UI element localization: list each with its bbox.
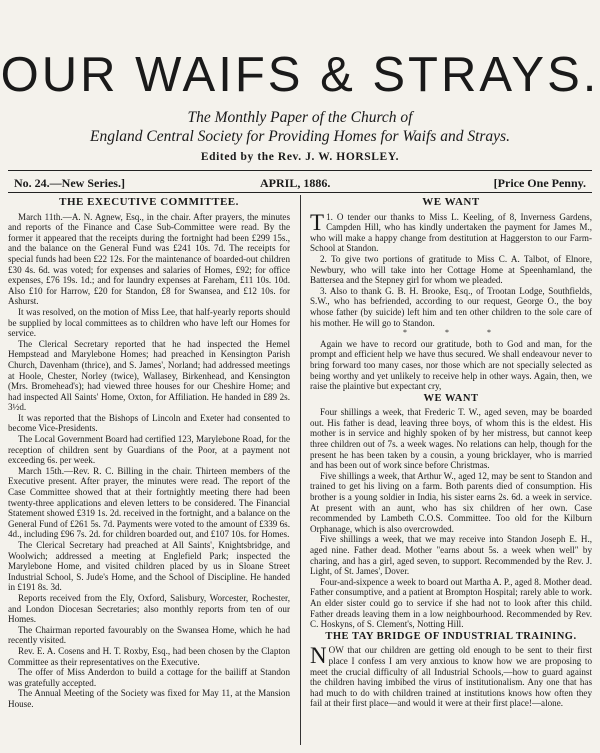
rule-bottom [8, 192, 592, 193]
case-paragraph: Five shillings a week, that we may receive into Standon Joseph E. H., aged nine. Father dead. Mother "earns about 5s. a week when well" by charing, and has a girl, aged seven, to support. Recommended by the Rev. J. Light, of St. James', Dover. [310, 534, 592, 577]
masthead-subtitle [0, 108, 600, 146]
separator-stars: * * * [403, 328, 509, 338]
subtitle-line-2: England Central Society for Providing Homes for Waifs and Strays. [90, 128, 510, 145]
tay-bridge-heading: THE TAY BRIDGE OF INDUSTRIAL TRAINING. [325, 630, 577, 642]
we-want-heading: WE WANT [422, 196, 480, 208]
paragraph: The Annual Meeting of the Society was fixed for May 11, at the Mansion House. [8, 688, 290, 709]
case-paragraph: Five shillings a week, that Arthur W., aged 12, may be sent to Standon and trained to get his living on a farm. Both parents died of consumption. His brother is a young soldier in India, his sister earns 2s. 6d. a week in service. At present with an aunt, who has six children of her own. Case recommended by Lambeth C.O.S. Committee. Too old for the Kilburn Orphanage, which is also overcrowded. [310, 470, 592, 534]
masthead-title: OUR WAIFS & STRAYS. [0, 48, 600, 102]
left-column [8, 197, 290, 710]
paragraph: The Clerical Secretary had preached at All Saints', Knightsbridge, and Woolwich; addressed a meeting at Englefield Park; inspected the Marylebone Home, and visited children placed by us in Sloane Street Industrial School, S. Jude's Home, and the School of Discipline. He handed in £191 8s. 3d. [8, 540, 290, 593]
issue-number: No. 24.—New Series.] [14, 176, 125, 190]
paragraph: March 11th.—A. N. Agnew, Esq., in the chair. After prayers, the minutes and reports of the Finance and Case Sub-Committee were read. By the former it appeared that the receipts during the fortnight had been £299 15s., and the balance on the General Fund was £241 10s. 7d. The receipts for special funds had been £22 12s. For the maintenance of boarded-out children £30 4s. 6d. was voted; for expenses and salaries of Homes, £92; for office expenses, £76 19s. 1d.; and for laundry expenses at Fareham, £11 10s. 10d. Also £10 for Harrow, £20 for Standon, £8 for Swansea, and £12 10s. for Ashurst. [8, 211, 290, 307]
paragraph: The Clerical Secretary reported that he had inspected the Hemel Hempstead and Marylebone Homes; had preached in Kensington Parish Church, Davenham (thrice), and S. James', Norland; had addressed meetings at Hoole, Chester, Norley (twice), Wallasey, Birkenhead, and Kensington (Mrs. Bromehead's); had viewed three houses for our Cheshire Home; and had inspected All Saints' Home, Oxton, for Affiliation. He handed in £89 2s. 3½d. [8, 338, 290, 413]
paragraph: Again we have to record our gratitude, both to God and man, for the prompt and efficient help we have thus secured. We shall endeavour never to bring forward too many cases, nor those which are not specially selected as being worthy and yet unlikely to receive help in other ways. Again, then, we raise the plaintive but expectant cry, [310, 338, 592, 392]
paragraph: March 15th.—Rev. R. C. Billing in the chair. Thirteen members of the Executive present. After prayer, the minutes were read. The report of the Case Committee showed that at their fortnightly meeting there had been twenty-three applications and eleven letters to be considered. The Financial Statement showed £319 1s. 2d. received in the fortnight, and a balance on the General Fund of £261 5s. 7d. Payments were voted to the amount of £339 6s. 4d., including £96 7s. 2d. for children boarded out, and £107 10s. for Homes. [8, 465, 290, 540]
issue-date: APRIL, 1886. [260, 176, 331, 190]
editor-line: Edited by the Rev. J. W. HORSLEY. [200, 151, 400, 163]
drop-cap: T [310, 209, 325, 235]
paragraph: 3. Also to thank G. B. H. Brooke, Esq., of Trootan Lodge, Southfields, S.W., who has befriended, according to our request, George O., the boy whose father (by suicide) left him and ten other children to the sole care of his mother. He will go to Standon. [310, 285, 592, 328]
paragraph: The Local Government Board had certified 123, Marylebone Road, for the reception of children sent by Guardians of the Poor, at a payment not exceeding 6s. per week. [8, 434, 290, 466]
paragraph: OW that our children are getting old enough to be sent to their first place I confess I am very anxious to know how we are proposing to meet the crucial difficulty of all Industrial Schools,—how to guard against the children having imbibed the virus of institutionalism. Any one that has had much to do with children trained at institutions knows how often they fail at their first place—and would it were at their first place!—alone. [310, 645, 592, 709]
executive-committee-heading: THE EXECUTIVE COMMITTEE. [59, 196, 239, 208]
right-column [310, 197, 592, 709]
case-paragraph: Four-and-sixpence a week to board out Martha A. P., aged 8. Mother dead. Father consumptive, and a patient at Brompton Hospital; rarely able to work. An elder sister could go to service if she had not to look after this child. Father dreads leaving them in a low neighbourhood. Recommended by Rev. C. Hoskyns, of S. Clement's, Notting Hill. [310, 576, 592, 630]
paragraph: Rev. E. A. Cosens and H. T. Roxby, Esq., had been chosen by the Clapton Committee as their representatives on the Executive. [8, 645, 290, 667]
subtitle-line-1: The Monthly Paper of the Church of [187, 109, 413, 126]
rule-top [8, 170, 592, 171]
we-want-heading-2: WE WANT [423, 392, 479, 404]
paragraph: Reports received from the Ely, Oxford, Salisbury, Worcester, Rochester, and London Diocesan Secretaries; also monthly reports from ten of our Homes. [8, 592, 290, 625]
drop-cap: N [310, 643, 327, 669]
paragraph: 2. To give two portions of gratitude to Miss C. A. Talbot, of Elnore, Newbury, who will take into her Cottage Home at Speenhamland, the Battersea and the Stepney girl for whom we pleaded. [310, 253, 592, 286]
paragraph: The Chairman reported favourably on the Swansea Home, which he had recently visited. [8, 624, 290, 646]
paragraph: It was resolved, on the motion of Miss Lee, that half-yearly reports should be supplied by local committees as to children who have left our Homes for service. [8, 306, 290, 339]
case-paragraph: Four shillings a week, that Frederic T. W., aged seven, may be boarded out. His father is dead, leaving three boys, of whom this is the eldest. His mother is in service and highly spoken of by her mistress, but cannot keep three children out of 7s. a week wages. No relations can help, though for the present he has been taken by a cousin, a young bricklayer, who is married and has been out of work since before Christmas. [310, 407, 592, 471]
paragraph: It was reported that the Bishops of Lincoln and Exeter had consented to become Vice-Presidents. [8, 412, 290, 434]
issue-price: [Price One Penny. [493, 176, 586, 190]
column-divider [300, 195, 301, 745]
paragraph: The offer of Miss Anderdon to build a cottage for the bailiff at Standon was gratefully accepted. [8, 667, 290, 688]
paragraph: 1. O tender our thanks to Miss L. Keeling, of 8, Inverness Gardens, Campden Hill, who has kindly undertaken the payment for James M., who will make a happy change from destitution at Haggerston to our Farm-School at Standon. [310, 211, 592, 254]
